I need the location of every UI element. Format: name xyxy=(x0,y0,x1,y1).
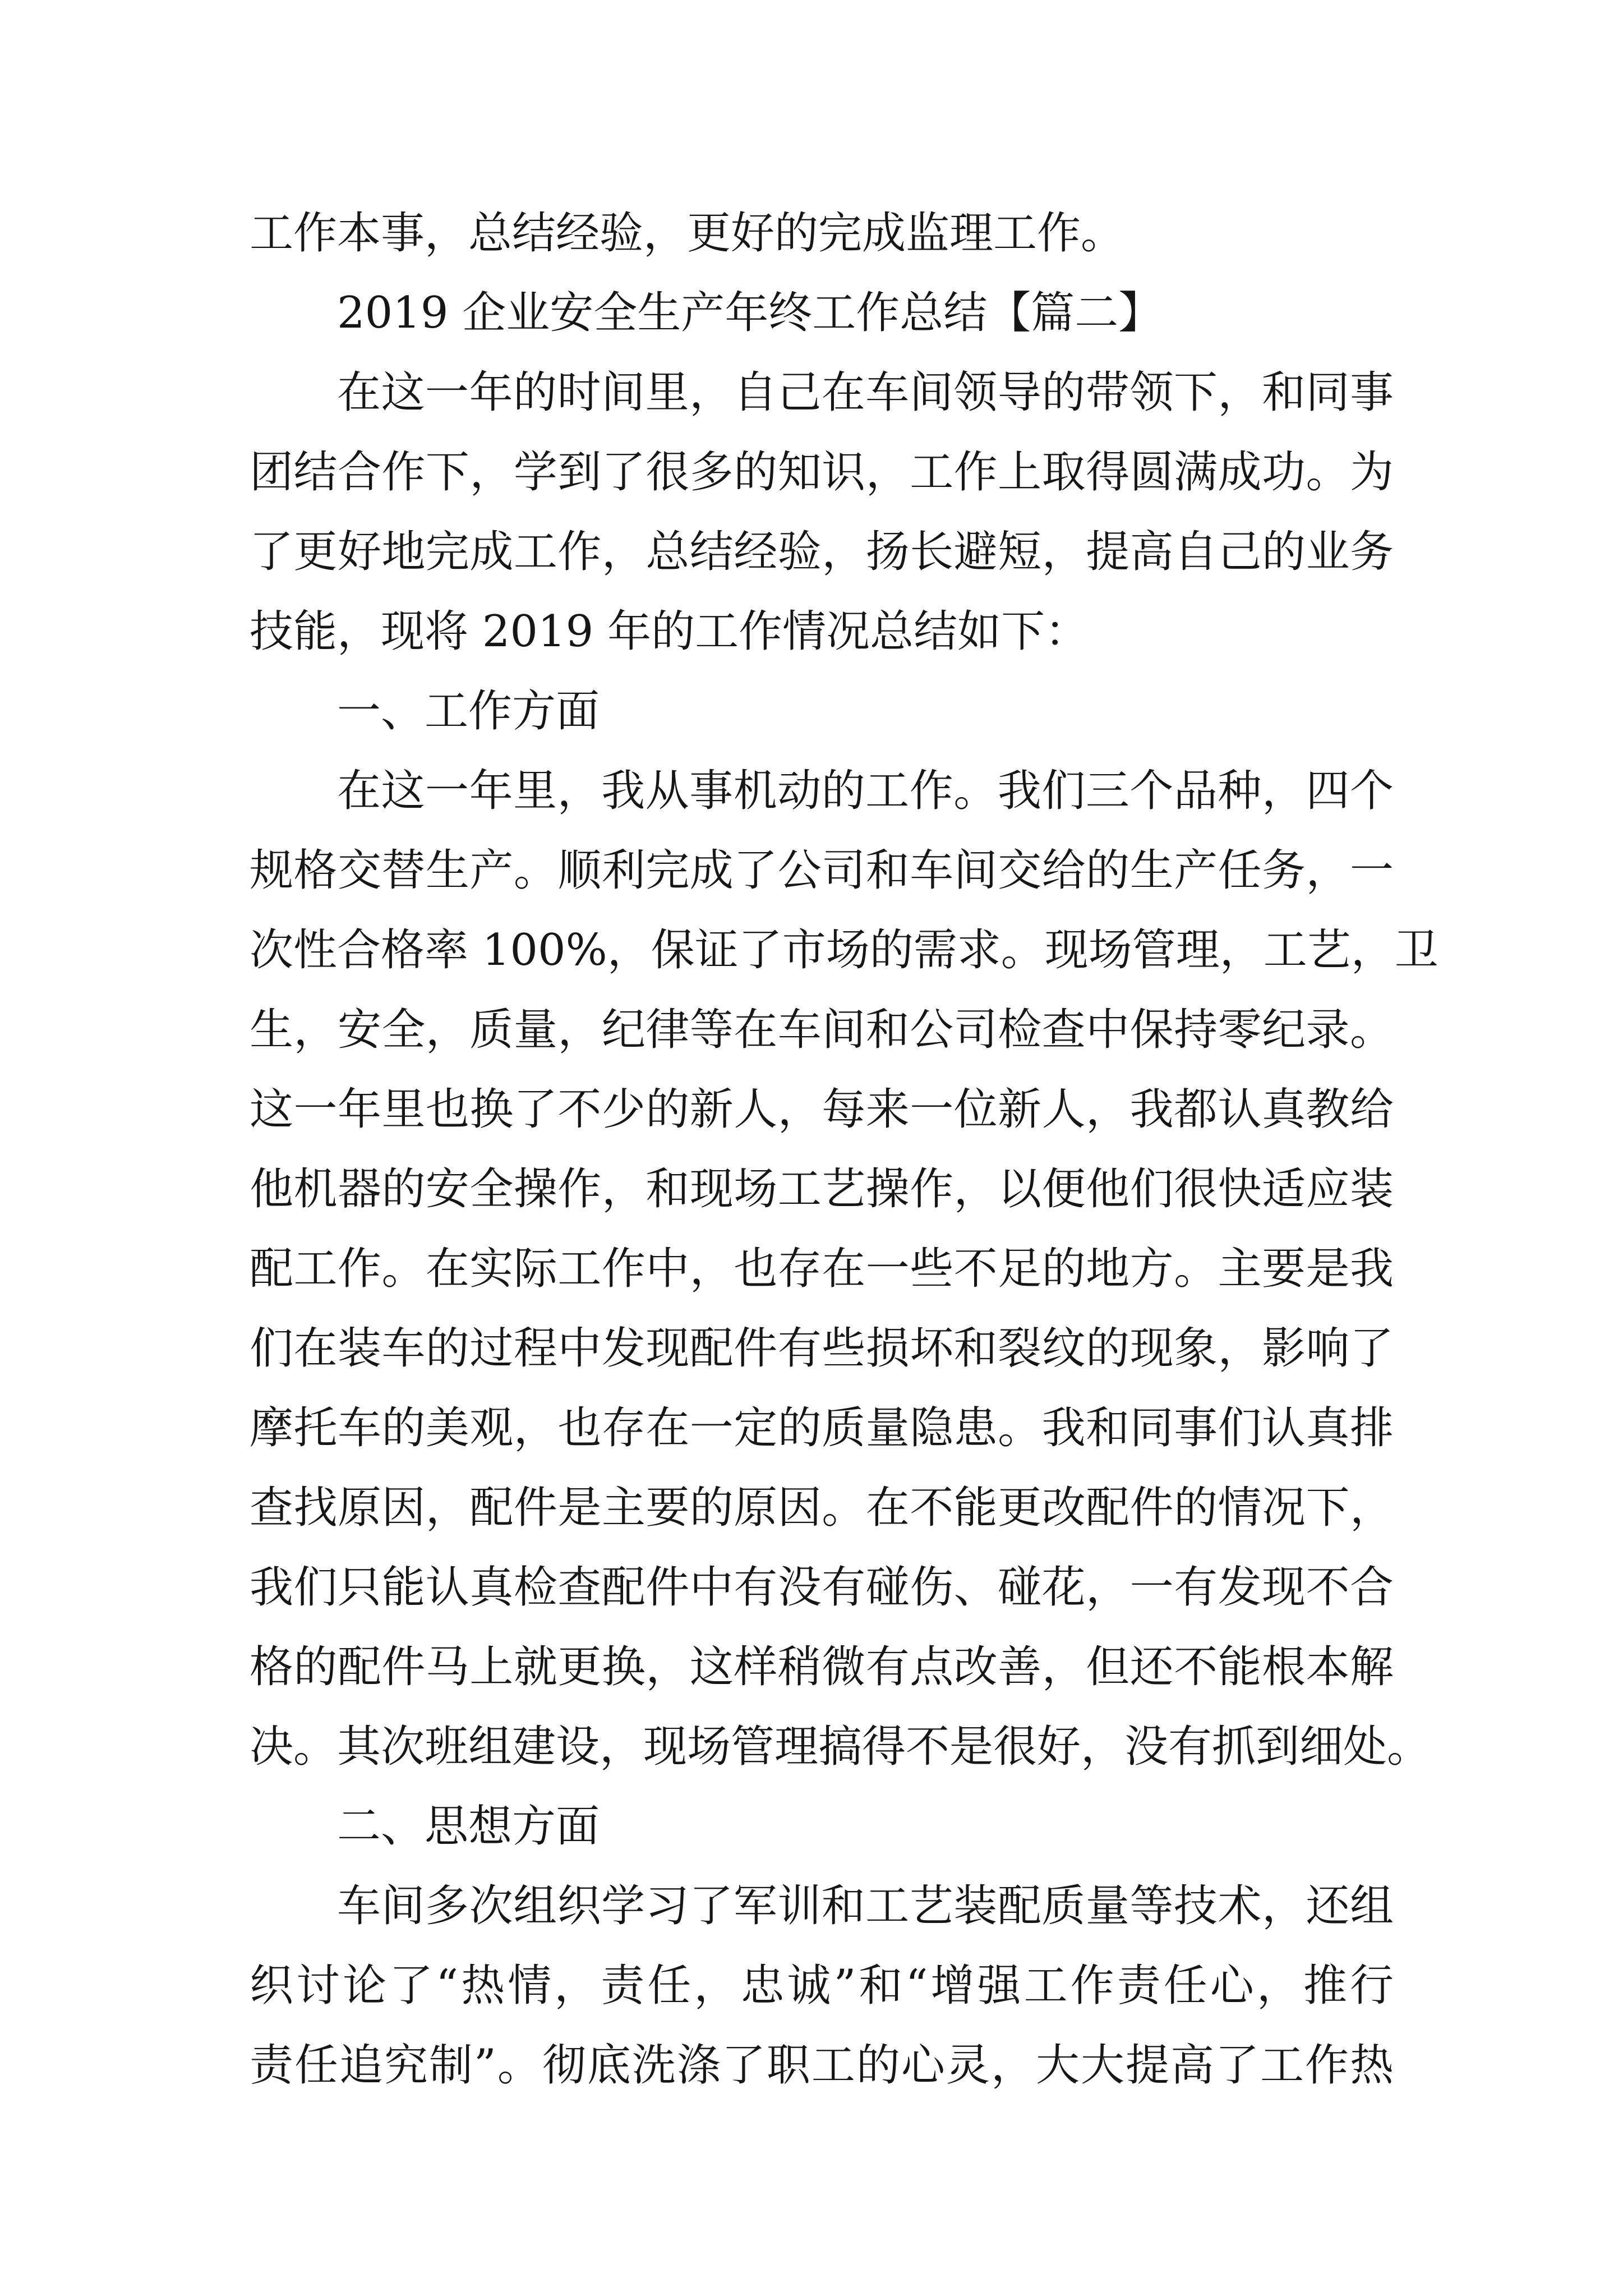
text-line: 团结合作下，学到了很多的知识，工作上取得圆满成功。为 xyxy=(250,447,1394,498)
text-line: 生，安全，质量，纪律等在车间和公司检查中保持零纪录。 xyxy=(250,1005,1394,1055)
text-line: 织讨论了“热情，责任，忠诚”和“增强工作责任心，推行 xyxy=(250,1961,1394,2011)
section-heading: 一、工作方面 xyxy=(337,686,600,737)
document-body xyxy=(250,194,1438,2105)
section-heading: 二、思想方面 xyxy=(337,1801,600,1852)
text-line: 在这一年里，我从事机动的工作。我们三个品种，四个 xyxy=(337,766,1394,816)
text-line: 责任追究制”。彻底洗涤了职工的心灵，大大提高了工作热 xyxy=(250,2040,1394,2091)
text-line: 技能，现将 2019 年的工作情况总结如下： xyxy=(250,606,1089,657)
text-line: 工作本事，总结经验，更好的完成监理工作。 xyxy=(250,208,1125,259)
text-line: 格的配件马上就更换，这样稍微有点改善，但还不能根本解 xyxy=(250,1642,1394,1692)
text-line: 我们只能认真检查配件中有没有碰伤、碰花，一有发现不合 xyxy=(250,1562,1394,1613)
text-line: 决。其次班组建设，现场管理搞得不是很好，没有抓到细处。 xyxy=(250,1722,1431,1772)
text-line: 这一年里也换了不少的新人，每来一位新人，我都认真教给 xyxy=(250,1084,1394,1135)
text-line: 次性合格率 100%，保证了市场的需求。现场管理，工艺，卫 xyxy=(250,925,1438,976)
text-line: 摩托车的美观，也存在一定的质量隐患。我和同事们认真排 xyxy=(250,1403,1394,1453)
text-line: 规格交替生产。顺利完成了公司和车间交给的生产任务，一 xyxy=(250,845,1394,896)
text-line: 车间多次组织学习了军训和工艺装配质量等技术，还组 xyxy=(337,1881,1394,1931)
section-title: 2019 企业安全生产年终工作总结【篇二】 xyxy=(337,288,1163,338)
text-line: 们在装车的过程中发现配件有些损坏和裂纹的现象，影响了 xyxy=(250,1323,1394,1374)
text-line: 查找原因，配件是主要的原因。在不能更改配件的情况下， xyxy=(250,1483,1394,1533)
text-line: 了更好地完成工作，总结经验，扬长避短，提高自己的业务 xyxy=(250,527,1394,577)
text-line: 在这一年的时间里，自己在车间领导的带领下，和同事 xyxy=(337,367,1394,418)
text-line: 配工作。在实际工作中，也存在一些不足的地方。主要是我 xyxy=(250,1244,1394,1294)
text-line: 他机器的安全操作，和现场工艺操作，以便他们很快适应装 xyxy=(250,1164,1394,1214)
